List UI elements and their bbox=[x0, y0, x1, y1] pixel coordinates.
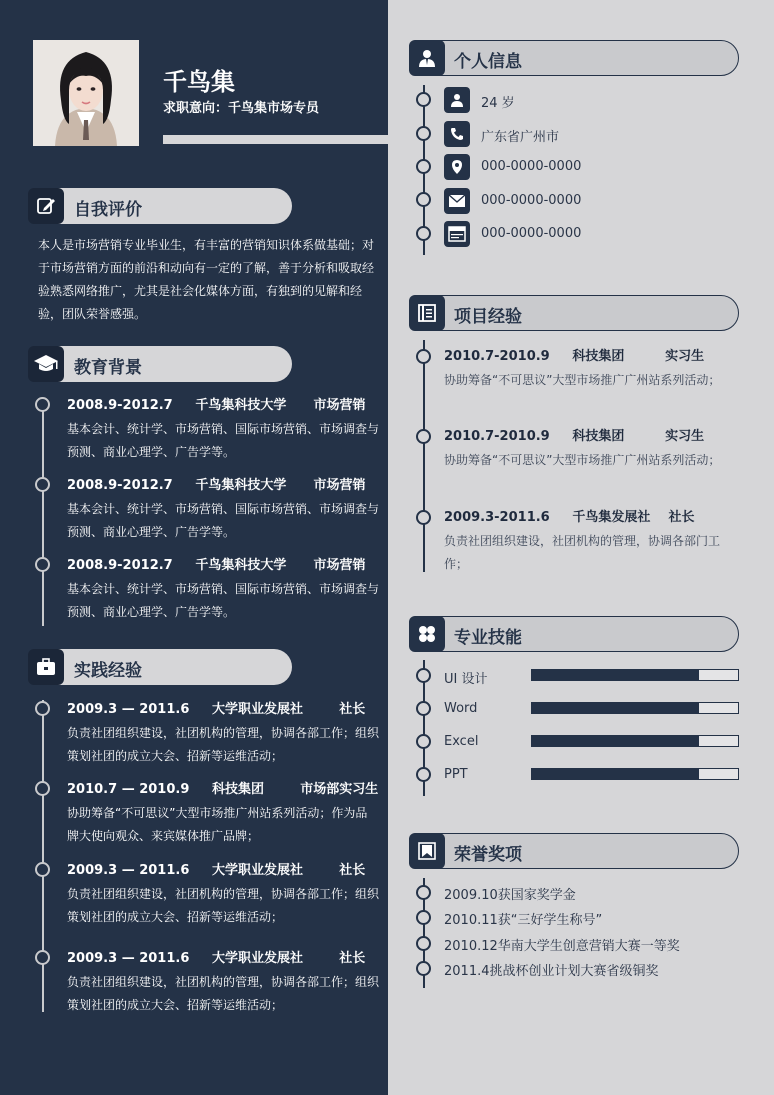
skill-bar bbox=[531, 735, 739, 747]
skill-name: PPT bbox=[444, 767, 468, 782]
timeline-dot bbox=[416, 349, 431, 364]
award-item: 2010.12华南大学生创意营销大赛一等奖 bbox=[444, 939, 680, 954]
timeline-dot bbox=[35, 397, 50, 412]
section-title: 荣誉奖项 bbox=[454, 845, 522, 865]
info-phone: 000-0000-0000 bbox=[481, 159, 582, 174]
education-entry-head: 2008.9-2012.7 千鸟集科技大学 市场营销 bbox=[67, 398, 366, 413]
section-skills-header bbox=[409, 616, 739, 652]
timeline-dot bbox=[35, 781, 50, 796]
section-title: 教育背景 bbox=[74, 358, 142, 378]
timeline-dot bbox=[416, 734, 431, 749]
skill-bar bbox=[531, 702, 739, 714]
skill-name: UI 设计 bbox=[444, 672, 488, 687]
section-education-header bbox=[28, 346, 292, 382]
timeline-dot bbox=[416, 961, 431, 976]
education-entry bbox=[67, 476, 379, 544]
browser-icon bbox=[444, 221, 470, 247]
section-title: 自我评价 bbox=[74, 200, 142, 220]
education-entry bbox=[67, 396, 379, 464]
job-intent: 求职意向：千鸟集市场专员 bbox=[163, 101, 320, 116]
education-entry-body: 基本会计、统计学、市场营销、国际市场营销、市场调查与预测、商业心理学、广告学等。 bbox=[67, 502, 380, 539]
project-entry bbox=[444, 347, 734, 392]
practice-entry-head: 2010.7 — 2010.9 科技集团 市场部实习生 bbox=[67, 782, 379, 797]
timeline-dot bbox=[416, 701, 431, 716]
practice-entry-head: 2009.3 — 2011.6 大学职业发展社 社长 bbox=[67, 951, 366, 966]
bookmark-icon bbox=[409, 833, 445, 869]
timeline-dot bbox=[416, 668, 431, 683]
award-item: 2009.10获国家奖学金 bbox=[444, 888, 576, 903]
self-eval-text: 本人是市场营销专业毕业生，有丰富的营销知识体系做基础；对于市场营销方面的前沿和动向有一定的了解，善于分析和吸取经验熟悉网络推广，尤其是社会化媒体方面，有独到的见解和经验，团队荣誉感强。 bbox=[38, 238, 375, 321]
skill-bar-fill bbox=[532, 670, 699, 680]
award-item: 2011.4挑战杯创业计划大赛省级铜奖 bbox=[444, 964, 659, 979]
section-practice-header bbox=[28, 649, 292, 685]
edit-icon bbox=[28, 188, 64, 224]
section-projects-header bbox=[409, 295, 739, 331]
timeline-dot bbox=[416, 126, 431, 141]
timeline-dot bbox=[416, 910, 431, 925]
info-location: 广东省广州市 bbox=[481, 130, 560, 145]
practice-entry bbox=[67, 949, 379, 1017]
profile-photo bbox=[33, 40, 139, 146]
education-entry bbox=[67, 556, 379, 624]
timeline-dot bbox=[416, 936, 431, 951]
timeline-dot bbox=[416, 192, 431, 207]
timeline-dot bbox=[416, 92, 431, 107]
section-personal-header bbox=[409, 40, 739, 76]
education-entry-head: 2008.9-2012.7 千鸟集科技大学 市场营销 bbox=[67, 558, 366, 573]
practice-entry-head: 2009.3 — 2011.6 大学职业发展社 社长 bbox=[67, 863, 366, 878]
practice-entry-body: 负责社团组织建设，社团机构的管理，协调各部工作；组织策划社团的成立大会、招新等运维活动； bbox=[67, 887, 380, 924]
project-entry-body: 协助筹备“不可思议”大型市场推广广州站系列活动； bbox=[444, 373, 721, 387]
phone-icon bbox=[444, 121, 470, 147]
skill-bar bbox=[531, 768, 739, 780]
practice-entry-body: 负责社团组织建设，社团机构的管理，协调各部工作；组织策划社团的成立大会、招新等运维活动； bbox=[67, 726, 380, 763]
practice-entry-head: 2009.3 — 2011.6 大学职业发展社 社长 bbox=[67, 702, 366, 717]
project-entry-body: 负责社团组织建设，社团机构的管理，协调各部门工作； bbox=[444, 534, 721, 571]
timeline-dot bbox=[35, 477, 50, 492]
practice-timeline-line bbox=[42, 700, 44, 1012]
section-self-eval-header bbox=[28, 188, 292, 224]
skill-bar bbox=[531, 669, 739, 681]
timeline-dot bbox=[416, 226, 431, 241]
document-icon bbox=[409, 295, 445, 331]
projects-timeline-line bbox=[423, 340, 425, 572]
timeline-dot bbox=[416, 885, 431, 900]
info-age: 24 岁 bbox=[481, 96, 515, 111]
skill-bar-fill bbox=[532, 736, 699, 746]
timeline-dot bbox=[35, 950, 50, 965]
practice-entry-body: 协助筹备“不可思议”大型市场推广州站系列活动；作为品牌大使向观众、来宾媒体推广品牌； bbox=[67, 806, 368, 843]
skill-name: Excel bbox=[444, 734, 479, 749]
mail-icon bbox=[444, 188, 470, 214]
practice-entry bbox=[67, 700, 379, 768]
timeline-dot bbox=[416, 510, 431, 525]
grid-icon bbox=[409, 616, 445, 652]
timeline-dot bbox=[416, 159, 431, 174]
education-entry-body: 基本会计、统计学、市场营销、国际市场营销、市场调查与预测、商业心理学、广告学等。 bbox=[67, 422, 380, 459]
person-icon bbox=[444, 87, 470, 113]
timeline-dot bbox=[35, 557, 50, 572]
info-email: 000-0000-0000 bbox=[481, 193, 582, 208]
practice-entry bbox=[67, 861, 379, 929]
briefcase-icon bbox=[28, 649, 64, 685]
section-title: 项目经验 bbox=[454, 307, 522, 327]
timeline-dot bbox=[35, 701, 50, 716]
location-icon bbox=[444, 154, 470, 180]
candidate-name: 千鸟集 bbox=[163, 68, 235, 96]
education-entry-body: 基本会计、统计学、市场营销、国际市场营销、市场调查与预测、商业心理学、广告学等。 bbox=[67, 582, 380, 619]
skill-name: Word bbox=[444, 701, 478, 716]
skill-bar-fill bbox=[532, 769, 699, 779]
section-title: 个人信息 bbox=[454, 52, 522, 72]
project-entry-head: 2010.7-2010.9 科技集团 实习生 bbox=[444, 349, 705, 364]
title-divider-bar bbox=[163, 135, 388, 144]
project-entry-body: 协助筹备“不可思议”大型市场推广广州站系列活动； bbox=[444, 453, 721, 467]
award-item: 2010.11获“三好学生称号” bbox=[444, 913, 603, 928]
project-entry-head: 2009.3-2011.6 千鸟集发展社 社长 bbox=[444, 510, 695, 525]
timeline-dot bbox=[416, 767, 431, 782]
timeline-dot bbox=[35, 862, 50, 877]
education-entry-head: 2008.9-2012.7 千鸟集科技大学 市场营销 bbox=[67, 478, 366, 493]
project-entry bbox=[444, 508, 734, 576]
practice-entry-body: 负责社团组织建设，社团机构的管理，协调各部工作；组织策划社团的成立大会、招新等运维活动； bbox=[67, 975, 380, 1012]
project-entry bbox=[444, 427, 734, 472]
timeline-dot bbox=[416, 429, 431, 444]
education-timeline-line bbox=[42, 398, 44, 626]
section-title: 专业技能 bbox=[454, 628, 522, 648]
practice-entry bbox=[67, 780, 379, 848]
user-icon bbox=[409, 40, 445, 76]
project-entry-head: 2010.7-2010.9 科技集团 实习生 bbox=[444, 429, 705, 444]
section-awards-header bbox=[409, 833, 739, 869]
section-title: 实践经验 bbox=[74, 661, 142, 681]
graduation-cap-icon bbox=[28, 346, 64, 382]
skill-bar-fill bbox=[532, 703, 699, 713]
info-website: 000-0000-0000 bbox=[481, 226, 582, 241]
